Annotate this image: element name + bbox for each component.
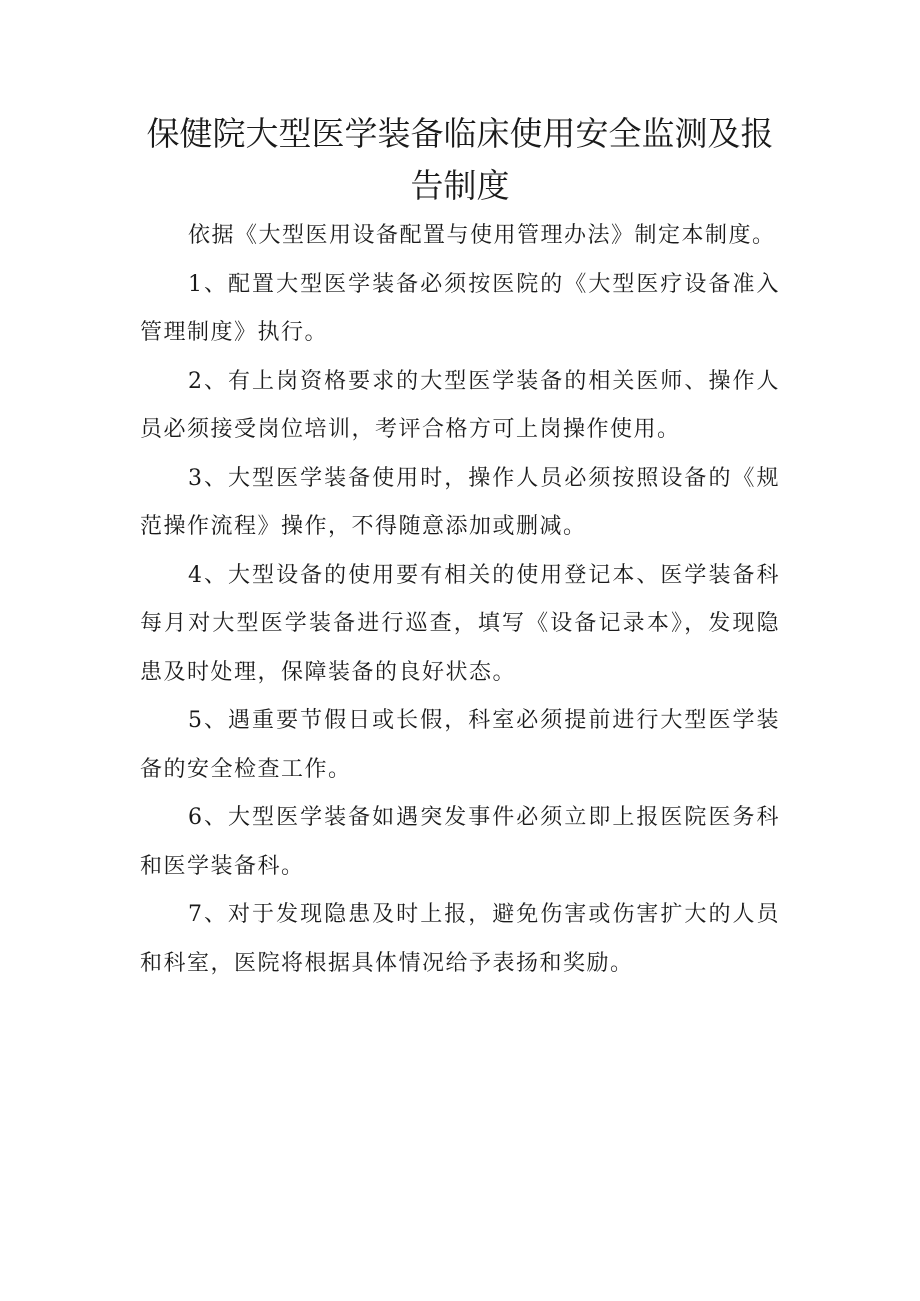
item-paragraph-7: 7、对于发现隐患及时上报，避免伤害或伤害扩大的人员和科室，医院将根据具体情况给予表扬和奖励。 — [140, 902, 780, 976]
intro-paragraph: 依据《大型医用设备配置与使用管理办法》制定本制度。 — [188, 223, 776, 248]
item-paragraph-2: 2、有上岗资格要求的大型医学装备的相关医师、操作人员必须接受岗位培训，考评合格方可上岗操作使用。 — [140, 368, 780, 442]
item-paragraph-1: 1、配置大型医学装备必须按医院的《大型医疗设备准入管理制度》执行。 — [140, 271, 780, 345]
item-paragraph-3: 3、大型医学装备使用时，操作人员必须按照设备的《规范操作流程》操作，不得随意添加或删减。 — [140, 465, 780, 539]
item-paragraph-5: 5、遇重要节假日或长假，科室必须提前进行大型医学装备的安全检查工作。 — [140, 708, 780, 782]
document-body — [140, 212, 780, 988]
item-paragraph-6: 6、大型医学装备如遇突发事件必须立即上报医院医务科和医学装备科。 — [140, 805, 780, 879]
document-title: 保健院大型医学装备临床使用安全监测及报告制度 — [146, 114, 774, 205]
item-paragraph-4: 4、大型设备的使用要有相关的使用登记本、医学装备科每月对大型医学装备进行巡查，填写《设备记录本》，发现隐患及时处理，保障装备的良好状态。 — [140, 562, 780, 685]
